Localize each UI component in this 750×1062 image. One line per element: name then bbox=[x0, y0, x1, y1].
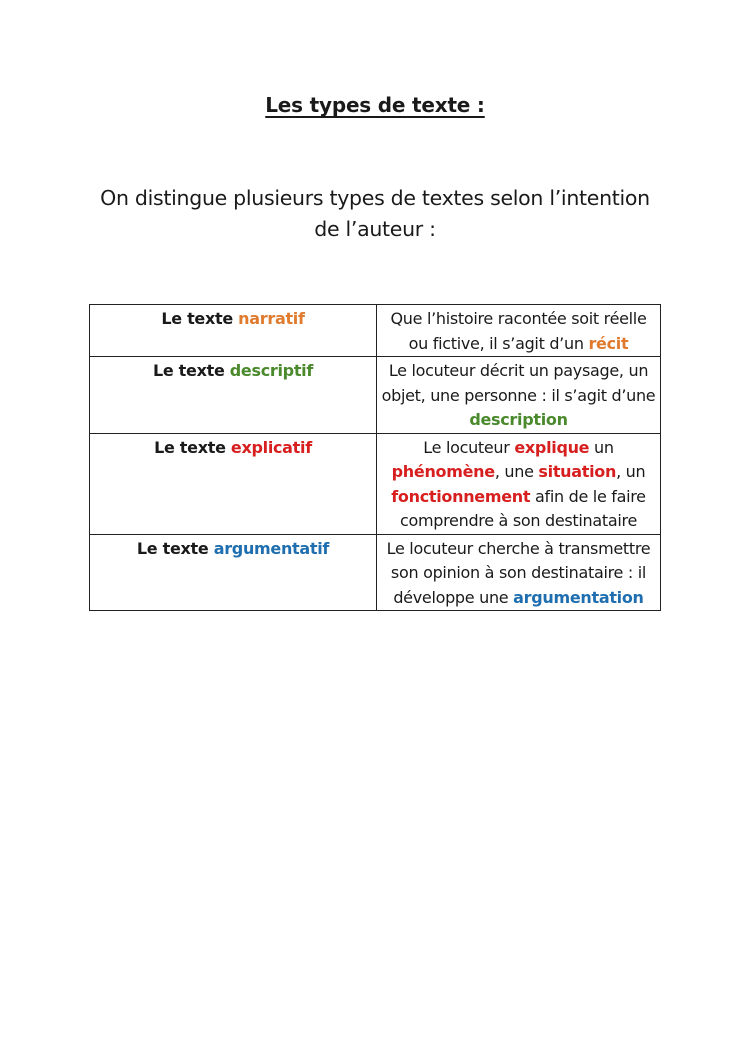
desc-text: Le locuteur cherche à transmettre son opinion à son destinataire : il développe une bbox=[386, 538, 651, 607]
type-description-cell bbox=[377, 534, 661, 611]
table-row-descriptif bbox=[90, 357, 661, 434]
type-keyword-explicatif: explicatif bbox=[230, 437, 312, 457]
type-description-cell bbox=[377, 305, 661, 357]
table-row-explicatif bbox=[90, 433, 661, 534]
page-title: Les types de texte : bbox=[265, 93, 485, 117]
text-types-table bbox=[89, 304, 661, 611]
desc-text: , un bbox=[616, 462, 646, 481]
intro-line-2: de l’auteur : bbox=[314, 217, 436, 241]
keyword-explique: explique bbox=[514, 437, 590, 457]
keyword-fonctionnement: fonctionnement bbox=[391, 486, 531, 506]
keyword-phenomene: phénomène bbox=[391, 462, 495, 481]
table-row-argumentatif bbox=[90, 534, 661, 611]
type-prefix: Le texte bbox=[136, 538, 214, 558]
type-keyword-descriptif: descriptif bbox=[229, 361, 314, 380]
type-prefix: Le texte bbox=[152, 361, 230, 380]
type-name-cell bbox=[90, 305, 377, 357]
table-row-narratif bbox=[90, 305, 661, 357]
type-prefix: Le texte bbox=[154, 437, 231, 457]
desc-text: un bbox=[589, 437, 614, 457]
keyword-situation: situation bbox=[538, 462, 617, 481]
type-description-cell bbox=[377, 357, 661, 434]
keyword-recit: récit bbox=[588, 333, 629, 353]
type-name-cell bbox=[90, 433, 377, 534]
type-name-cell bbox=[90, 534, 377, 611]
desc-text: , une bbox=[494, 462, 539, 481]
type-description-cell bbox=[377, 433, 661, 534]
keyword-description: description bbox=[469, 410, 568, 429]
type-keyword-narratif: narratif bbox=[238, 309, 305, 328]
type-prefix: Le texte bbox=[161, 309, 239, 328]
keyword-argumentation: argumentation bbox=[513, 587, 644, 607]
desc-text: afin de le faire comprendre à son destinataire bbox=[400, 486, 646, 530]
desc-text: Que l’histoire racontée soit réelle ou fictive, il s’agit d’un bbox=[390, 309, 647, 353]
intro-text bbox=[60, 183, 690, 245]
type-keyword-argumentatif: argumentatif bbox=[213, 538, 330, 558]
desc-text: Le locuteur décrit un paysage, un objet, une personne : il s’agit d’une bbox=[381, 361, 656, 405]
intro-line-1: On distingue plusieurs types de textes selon l’intention bbox=[100, 186, 650, 210]
desc-text: Le locuteur bbox=[423, 437, 515, 457]
type-name-cell bbox=[90, 357, 377, 434]
